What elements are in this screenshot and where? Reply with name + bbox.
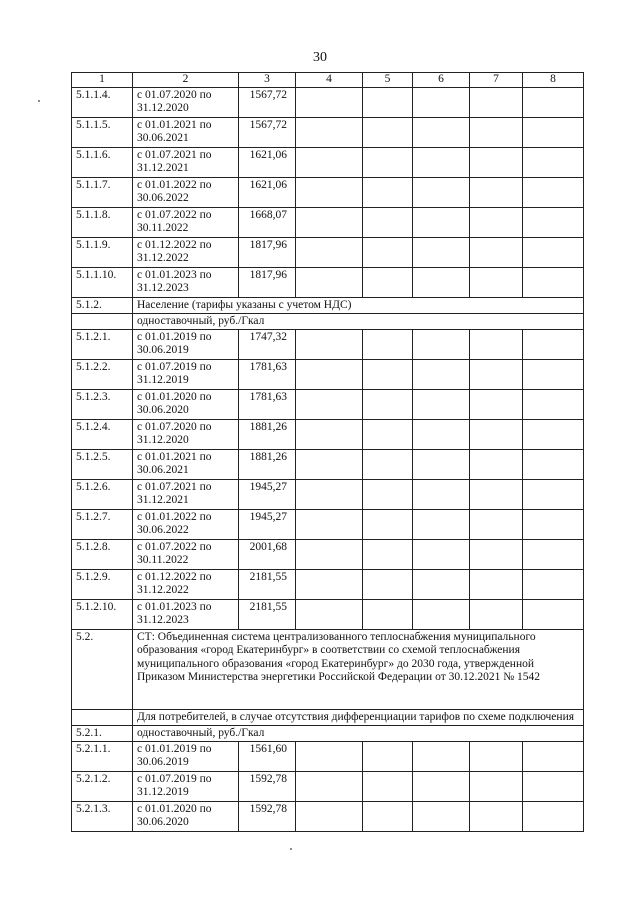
- row-period: с 01.01.2022 по 30.06.2022: [133, 177, 239, 207]
- empty-cell: [470, 389, 523, 419]
- row-value: 2001,68: [239, 539, 296, 569]
- empty-cell: [470, 569, 523, 599]
- empty-cell: [363, 419, 413, 449]
- empty-cell: [296, 539, 363, 569]
- row-value: 1592,78: [239, 771, 296, 801]
- column-header: 7: [470, 73, 523, 88]
- empty-cell: [523, 177, 584, 207]
- table-row: [72, 569, 584, 599]
- empty-cell: [413, 741, 470, 771]
- section-title: СТ: Объединенная система централизованного теплоснабжения муниципального образования «город Екатеринбург» в соответствии со схемой теплоснабжения муниципального образования «город Екатеринбург» до 2030 года, утвержденной Приказом Министерства энергетики Российской Федерации от 30.12.2021 № 1542: [133, 629, 584, 709]
- empty-cell: [470, 117, 523, 147]
- empty-cell: [413, 237, 470, 267]
- empty-cell: [363, 509, 413, 539]
- table-row: [72, 207, 584, 237]
- table-row: [72, 177, 584, 207]
- row-value: 2181,55: [239, 569, 296, 599]
- table-row: [72, 87, 584, 117]
- empty-cell: [470, 599, 523, 629]
- empty-cell: [470, 801, 523, 831]
- empty-cell: [470, 539, 523, 569]
- row-value: 1881,26: [239, 449, 296, 479]
- section-subtitle: одноставочный, руб./Гкал: [133, 725, 584, 741]
- empty-cell: [296, 741, 363, 771]
- row-period: с 01.07.2020 по 31.12.2020: [133, 87, 239, 117]
- row-value: 2181,55: [239, 599, 296, 629]
- empty-cell: [470, 329, 523, 359]
- table-row: [72, 359, 584, 389]
- scan-speck: [290, 848, 292, 850]
- empty-cell: [523, 329, 584, 359]
- empty-cell: [523, 479, 584, 509]
- row-code: 5.1.2.9.: [72, 569, 133, 599]
- empty-cell: [470, 267, 523, 297]
- table-row: [72, 771, 584, 801]
- section-subtitle: одноставочный, руб./Гкал: [133, 313, 584, 329]
- empty-cell: [363, 117, 413, 147]
- row-value: 1781,63: [239, 389, 296, 419]
- table-row: [72, 725, 584, 741]
- row-code: 5.1.2.8.: [72, 539, 133, 569]
- row-period: с 01.07.2022 по 30.11.2022: [133, 539, 239, 569]
- empty-cell: [413, 569, 470, 599]
- empty-cell: [296, 449, 363, 479]
- empty-cell: [523, 509, 584, 539]
- empty-cell: [523, 147, 584, 177]
- empty-cell: [413, 177, 470, 207]
- row-code: 5.1.1.7.: [72, 177, 133, 207]
- empty-cell: [523, 569, 584, 599]
- empty-cell: [363, 599, 413, 629]
- empty-cell: [413, 329, 470, 359]
- empty-cell: [363, 329, 413, 359]
- row-code: 5.1.1.8.: [72, 207, 133, 237]
- empty-cell: [413, 87, 470, 117]
- row-code: 5.1.1.6.: [72, 147, 133, 177]
- empty-cell: [413, 539, 470, 569]
- row-period: с 01.01.2022 по 30.06.2022: [133, 509, 239, 539]
- empty-cell: [363, 267, 413, 297]
- row-code: 5.1.2.6.: [72, 479, 133, 509]
- empty-cell: [413, 419, 470, 449]
- row-period: с 01.01.2020 по 30.06.2020: [133, 389, 239, 419]
- empty-cell: [413, 479, 470, 509]
- row-code: 5.1.2.5.: [72, 449, 133, 479]
- empty-cell: [523, 801, 584, 831]
- table-row: [72, 449, 584, 479]
- row-code: 5.2.1.: [72, 725, 133, 741]
- row-code: 5.1.2.: [72, 297, 133, 313]
- empty-cell: [413, 449, 470, 479]
- table-row: [72, 629, 584, 709]
- empty-cell: [413, 509, 470, 539]
- empty-cell: [413, 771, 470, 801]
- empty-cell: [470, 419, 523, 449]
- row-code: 5.1.2.2.: [72, 359, 133, 389]
- row-value: 1945,27: [239, 509, 296, 539]
- empty-cell: [363, 147, 413, 177]
- column-header: 8: [523, 73, 584, 88]
- empty-cell: [296, 359, 363, 389]
- column-header: 4: [296, 73, 363, 88]
- row-period: с 01.12.2022 по 31.12.2022: [133, 237, 239, 267]
- empty-cell: [413, 801, 470, 831]
- tariff-table: [71, 72, 584, 832]
- row-period: с 01.07.2022 по 30.11.2022: [133, 207, 239, 237]
- table-row: [72, 741, 584, 771]
- empty-cell: [296, 599, 363, 629]
- empty-cell: [296, 389, 363, 419]
- row-value: 1747,32: [239, 329, 296, 359]
- column-header: 1: [72, 73, 133, 88]
- row-code: 5.2.1.2.: [72, 771, 133, 801]
- empty-cell: [363, 449, 413, 479]
- empty-cell: [296, 479, 363, 509]
- empty-cell: [296, 771, 363, 801]
- page-number: 30: [313, 50, 327, 65]
- row-code: 5.2.1.1.: [72, 741, 133, 771]
- empty-cell: [296, 207, 363, 237]
- empty-cell: [470, 237, 523, 267]
- table-row: [72, 329, 584, 359]
- row-code: 5.1.2.4.: [72, 419, 133, 449]
- row-value: 1781,63: [239, 359, 296, 389]
- empty-cell: [413, 207, 470, 237]
- empty-cell: [296, 329, 363, 359]
- row-code: 5.1.2.7.: [72, 509, 133, 539]
- empty-cell: [296, 237, 363, 267]
- row-code: [72, 709, 133, 725]
- row-period: с 01.07.2021 по 31.12.2021: [133, 479, 239, 509]
- empty-cell: [363, 479, 413, 509]
- table-row: [72, 539, 584, 569]
- empty-cell: [523, 359, 584, 389]
- row-value: 1945,27: [239, 479, 296, 509]
- empty-cell: [363, 177, 413, 207]
- table-row: [72, 267, 584, 297]
- row-value: 1668,07: [239, 207, 296, 237]
- row-value: 1817,96: [239, 267, 296, 297]
- empty-cell: [363, 237, 413, 267]
- empty-cell: [413, 599, 470, 629]
- row-value: 1561,60: [239, 741, 296, 771]
- table-row: [72, 509, 584, 539]
- empty-cell: [523, 599, 584, 629]
- empty-cell: [523, 87, 584, 117]
- row-code: 5.1.1.9.: [72, 237, 133, 267]
- row-value: 1881,26: [239, 419, 296, 449]
- empty-cell: [470, 359, 523, 389]
- row-period: с 01.01.2020 по 30.06.2020: [133, 801, 239, 831]
- row-period: с 01.01.2021 по 30.06.2021: [133, 449, 239, 479]
- empty-cell: [523, 237, 584, 267]
- row-value: 1592,78: [239, 801, 296, 831]
- empty-cell: [470, 87, 523, 117]
- table-row: [72, 147, 584, 177]
- empty-cell: [470, 741, 523, 771]
- empty-cell: [296, 509, 363, 539]
- row-value: 1621,06: [239, 177, 296, 207]
- row-code: 5.2.: [72, 629, 133, 709]
- column-header: 2: [133, 73, 239, 88]
- empty-cell: [470, 177, 523, 207]
- row-value: 1817,96: [239, 237, 296, 267]
- empty-cell: [296, 117, 363, 147]
- row-code: 5.1.2.10.: [72, 599, 133, 629]
- table-row: [72, 599, 584, 629]
- empty-cell: [296, 147, 363, 177]
- column-header: 6: [413, 73, 470, 88]
- empty-cell: [470, 207, 523, 237]
- empty-cell: [413, 359, 470, 389]
- table-row: [72, 479, 584, 509]
- row-period: с 01.12.2022 по 31.12.2022: [133, 569, 239, 599]
- empty-cell: [413, 147, 470, 177]
- empty-cell: [363, 87, 413, 117]
- empty-cell: [470, 771, 523, 801]
- empty-cell: [523, 267, 584, 297]
- empty-cell: [523, 741, 584, 771]
- table-row: [72, 313, 584, 329]
- empty-cell: [470, 509, 523, 539]
- row-code: 5.1.1.4.: [72, 87, 133, 117]
- empty-cell: [413, 117, 470, 147]
- empty-cell: [296, 267, 363, 297]
- empty-cell: [470, 449, 523, 479]
- row-period: с 01.01.2023 по 31.12.2023: [133, 267, 239, 297]
- table-row: [72, 117, 584, 147]
- empty-cell: [523, 389, 584, 419]
- empty-cell: [523, 771, 584, 801]
- empty-cell: [363, 771, 413, 801]
- empty-cell: [523, 419, 584, 449]
- empty-cell: [296, 801, 363, 831]
- empty-cell: [296, 419, 363, 449]
- empty-cell: [363, 359, 413, 389]
- empty-cell: [363, 539, 413, 569]
- table-row: [72, 709, 584, 725]
- empty-cell: [296, 569, 363, 599]
- row-period: с 01.01.2021 по 30.06.2021: [133, 117, 239, 147]
- row-code: 5.1.2.1.: [72, 329, 133, 359]
- empty-cell: [363, 389, 413, 419]
- empty-cell: [363, 207, 413, 237]
- table-row: [72, 389, 584, 419]
- empty-cell: [523, 117, 584, 147]
- empty-cell: [413, 267, 470, 297]
- column-header: 5: [363, 73, 413, 88]
- row-period: с 01.07.2021 по 31.12.2021: [133, 147, 239, 177]
- empty-cell: [363, 741, 413, 771]
- section-subtitle: Для потребителей, в случае отсутствия дифференциации тарифов по схеме подключения: [133, 709, 584, 725]
- row-period: с 01.01.2019 по 30.06.2019: [133, 329, 239, 359]
- row-value: 1567,72: [239, 87, 296, 117]
- row-code: [72, 313, 133, 329]
- row-value: 1621,06: [239, 147, 296, 177]
- table-row: [72, 801, 584, 831]
- row-code: 5.1.1.10.: [72, 267, 133, 297]
- empty-cell: [413, 389, 470, 419]
- scan-speck: [38, 100, 40, 102]
- empty-cell: [296, 177, 363, 207]
- empty-cell: [523, 539, 584, 569]
- empty-cell: [363, 801, 413, 831]
- row-code: 5.1.1.5.: [72, 117, 133, 147]
- empty-cell: [296, 87, 363, 117]
- table-row: [72, 237, 584, 267]
- empty-cell: [363, 569, 413, 599]
- header-row: [72, 73, 584, 88]
- row-period: с 01.01.2023 по 31.12.2023: [133, 599, 239, 629]
- row-code: 5.1.2.3.: [72, 389, 133, 419]
- row-period: с 01.07.2019 по 31.12.2019: [133, 771, 239, 801]
- column-header: 3: [239, 73, 296, 88]
- row-period: с 01.07.2020 по 31.12.2020: [133, 419, 239, 449]
- row-value: 1567,72: [239, 117, 296, 147]
- empty-cell: [523, 449, 584, 479]
- section-title: Население (тарифы указаны с учетом НДС): [133, 297, 584, 313]
- empty-cell: [470, 479, 523, 509]
- empty-cell: [470, 147, 523, 177]
- row-code: 5.2.1.3.: [72, 801, 133, 831]
- empty-cell: [523, 207, 584, 237]
- table-row: [72, 419, 584, 449]
- table-row: [72, 297, 584, 313]
- row-period: с 01.07.2019 по 31.12.2019: [133, 359, 239, 389]
- row-period: с 01.01.2019 по 30.06.2019: [133, 741, 239, 771]
